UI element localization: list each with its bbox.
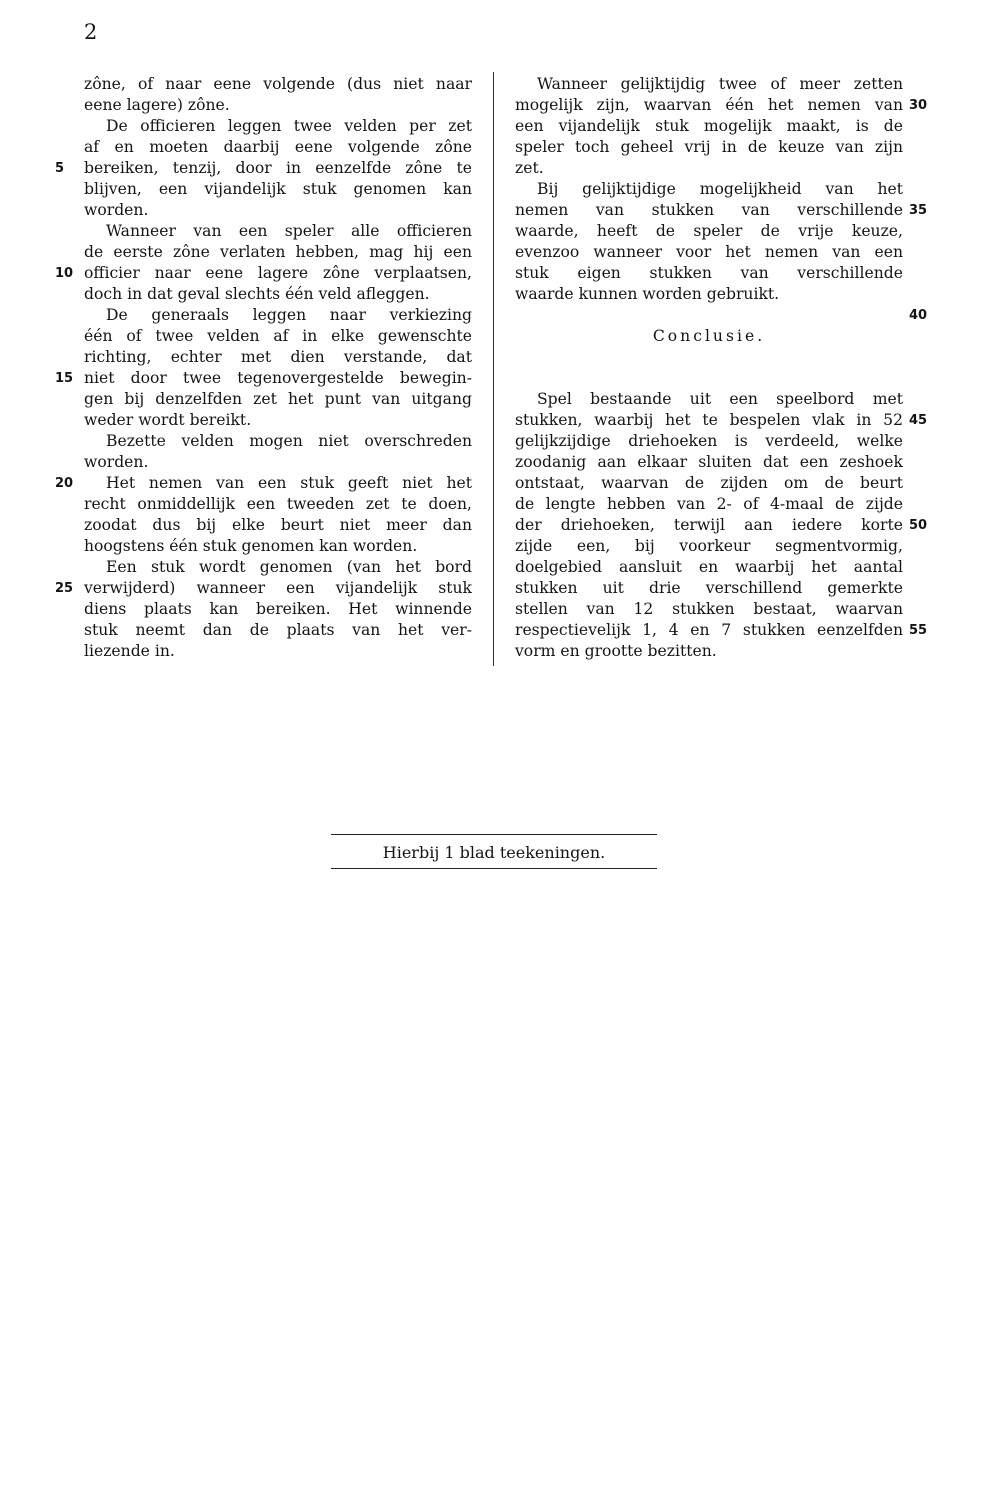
text-line: gen bij denzelfden zet het punt van uitgang <box>84 390 472 408</box>
text-line: Het nemen van een stuk geeft niet het <box>106 474 472 492</box>
text-line: doch in dat geval slechts één veld afleggen. <box>84 285 430 303</box>
annex-note: Hierbij 1 blad teekeningen. <box>382 843 606 862</box>
text-line: Bezette velden mogen niet overschreden <box>106 432 472 450</box>
text-line: liezende in. <box>84 642 175 660</box>
text-line: stukken, waarbij het te bespelen vlak in 52 <box>515 411 903 429</box>
text-line: niet door twee tegenovergestelde bewegin- <box>84 369 472 387</box>
right-column <box>515 74 903 662</box>
text-line: diens plaats kan bereiken. Het winnende <box>84 600 472 618</box>
text-line: de eerste zône verlaten hebben, mag hij een <box>84 243 472 261</box>
text-line: Bij gelijktijdige mogelijkheid van het <box>537 180 903 198</box>
annex-rule-bottom <box>331 868 657 869</box>
text-line: gelijkzijdige driehoeken is verdeeld, welke <box>515 432 903 450</box>
text-line: de lengte hebben van 2- of 4-maal de zijde <box>515 495 903 513</box>
text-line: speler toch geheel vrij in de keuze van zijn <box>515 138 903 156</box>
line-number: 15 <box>55 371 74 386</box>
text-line: ontstaat, waarvan de zijden om de beurt <box>515 474 903 492</box>
spacer <box>515 305 903 326</box>
text-line: mogelijk zijn, waarvan één het nemen van <box>515 96 903 114</box>
annex-rule-top <box>331 834 657 835</box>
text-line: zoodat dus bij elke beurt niet meer dan <box>84 516 472 534</box>
text-line: stuk eigen stukken van verschillende <box>515 264 903 282</box>
line-number: 50 <box>909 518 928 533</box>
text-line: bereiken, tenzij, door in eenzelfde zône te <box>84 159 472 177</box>
text-line: Wanneer gelijktijdig twee of meer zetten <box>537 75 903 93</box>
text-line: zet. <box>515 159 544 177</box>
text-line: stukken uit drie verschillend gemerkte <box>515 579 903 597</box>
text-line: der driehoeken, terwijl aan iedere korte <box>515 516 903 534</box>
line-number: 45 <box>909 413 928 428</box>
text-line: een vijandelijk stuk mogelijk maakt, is de <box>515 117 903 135</box>
column-divider <box>493 72 494 666</box>
conclusion-heading: Conclusie. <box>652 327 766 345</box>
text-line: stuk neemt dan de plaats van het ver- <box>84 621 472 639</box>
text-line: waarde, heeft de speler de vrije keuze, <box>515 222 903 240</box>
page-number: 2 <box>84 20 98 44</box>
text-line: zône, of naar eene volgende (dus niet naar <box>84 75 472 93</box>
text-line: nemen van stukken van verschillende <box>515 201 903 219</box>
text-line: eene lagere) zône. <box>84 96 230 114</box>
text-line: officier naar eene lagere zône verplaatsen, <box>84 264 472 282</box>
left-column <box>84 74 472 662</box>
text-line: hoogstens één stuk genomen kan worden. <box>84 537 418 555</box>
text-line: verwijderd) wanneer een vijandelijk stuk <box>84 579 472 597</box>
text-line: waarde kunnen worden gebruikt. <box>515 285 780 303</box>
text-line: worden. <box>84 201 149 219</box>
text-line: blijven, een vijandelijk stuk genomen kan <box>84 180 472 198</box>
text-line: worden. <box>84 453 149 471</box>
text-line: zijde een, bij voorkeur segmentvormig, <box>515 537 903 555</box>
text-line: Wanneer van een speler alle officieren <box>106 222 472 240</box>
text-line: stellen van 12 stukken bestaat, waarvan <box>515 600 903 618</box>
line-number: 5 <box>55 161 65 176</box>
text-line: respectievelijk 1, 4 en 7 stukken eenzelfden <box>515 621 903 639</box>
text-line: zoodanig aan elkaar sluiten dat een zeshoek <box>515 453 903 471</box>
spacer <box>515 347 903 389</box>
text-line: Spel bestaande uit een speelbord met <box>537 390 903 408</box>
text-line: richting, echter met dien verstande, dat <box>84 348 472 366</box>
line-number: 10 <box>55 266 74 281</box>
text-line: doelgebied aansluit en waarbij het aantal <box>515 558 903 576</box>
line-number: 30 <box>909 98 928 113</box>
text-line: af en moeten daarbij eene volgende zône <box>84 138 472 156</box>
text-line: De officieren leggen twee velden per zet <box>106 117 472 135</box>
line-number: 20 <box>55 476 74 491</box>
text-line: vorm en grootte bezitten. <box>515 642 717 660</box>
text-line: evenzoo wanneer voor het nemen van een <box>515 243 903 261</box>
line-number: 25 <box>55 581 74 596</box>
line-number: 40 <box>909 308 928 323</box>
text-line: één of twee velden af in elke gewenschte <box>84 327 472 345</box>
text-line: weder wordt bereikt. <box>84 411 252 429</box>
text-line: recht onmiddellijk een tweeden zet te doen, <box>84 495 472 513</box>
line-number: 35 <box>909 203 928 218</box>
line-number: 55 <box>909 623 928 638</box>
text-line: De generaals leggen naar verkiezing <box>106 306 472 324</box>
text-line: Een stuk wordt genomen (van het bord <box>106 558 472 576</box>
